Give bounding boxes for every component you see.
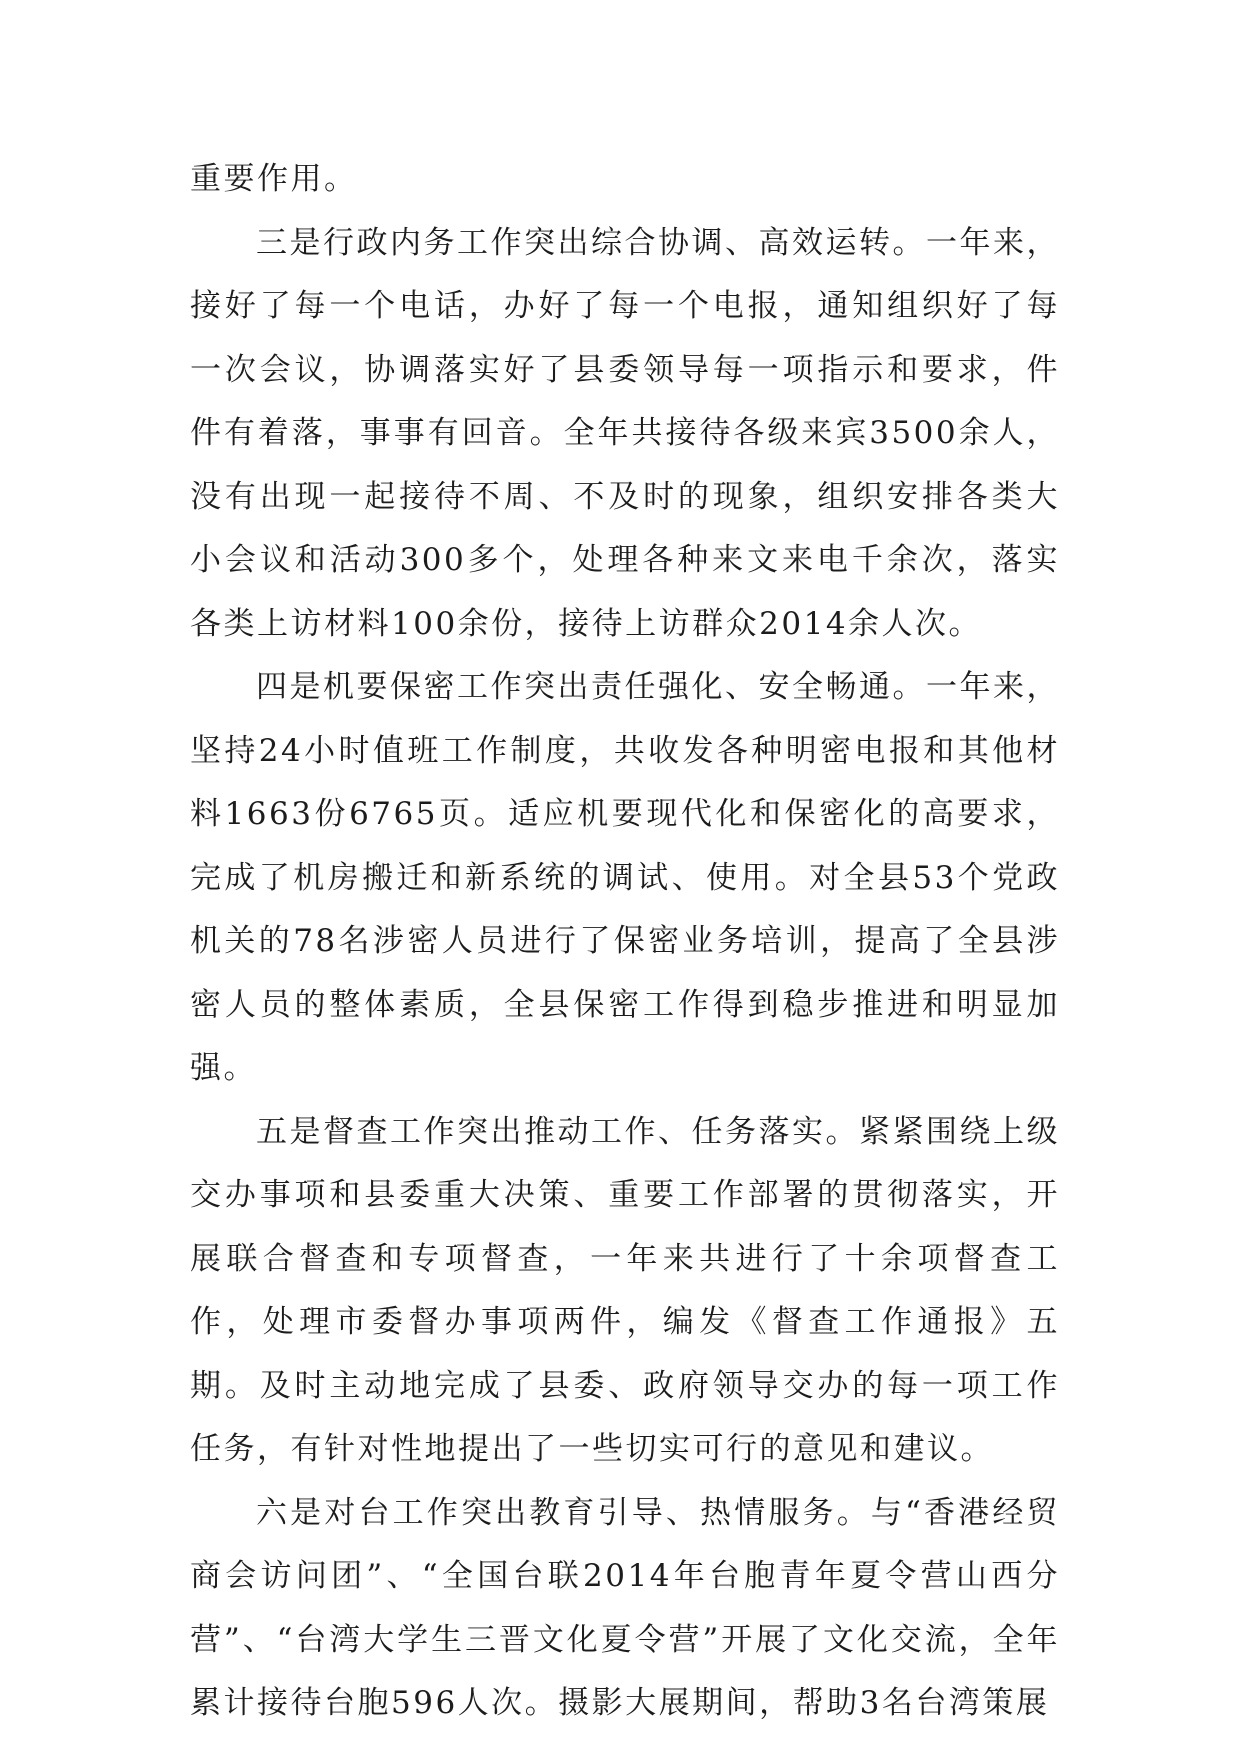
document-body (190, 148, 1060, 1736)
paragraph-confidential-work: 四是机要保密工作突出责任强化、安全畅通。一年来，坚持24小时值班工作制度，共收发各种明密电报和其他材料1663份6765页。适应机要现代化和保密化的高要求，完成了机房搬迁和新系统的调试、使用。对全县53个党政机关的78名涉密人员进行了保密业务培训，提高了全县涉密人员的整体素质，全县保密工作得到稳步推进和明显加强。 (190, 669, 1060, 1086)
paragraph-taiwan-work: 六是对台工作突出教育引导、热情服务。与“香港经贸商会访问团”、“全国台联2014年台胞青年夏令营山西分营”、“台湾大学生三晋文化夏令营”开展了文化交流，全年累计接待台胞596人次。摄影大展期间，帮助3名台湾策展 (190, 1494, 1060, 1721)
paragraph-administrative-affairs: 三是行政内务工作突出综合协调、高效运转。一年来，接好了每一个电话，办好了每一个电报，通知组织好了每一次会议，协调落实好了县委领导每一项指示和要求，件件有着落，事事有回音。全年共接待各级来宾3500余人，没有出现一起接待不周、不及时的现象，组织安排各类大小会议和活动300多个，处理各种来文来电千余次，落实各类上访材料100余份，接待上访群众2014余人次。 (190, 224, 1060, 642)
paragraph-supervision-work: 五是督查工作突出推动工作、任务落实。紧紧围绕上级交办事项和县委重大决策、重要工作部署的贯彻落实，开展联合督查和专项督查，一年来共进行了十余项督查工作，处理市委督办事项两件，编发《督查工作通报》五期。及时主动地完成了县委、政府领导交办的每一项工作任务，有针对性地提出了一些切实可行的意见和建议。 (190, 1113, 1060, 1467)
paragraph-continuation: 重要作用。 (190, 161, 358, 197)
